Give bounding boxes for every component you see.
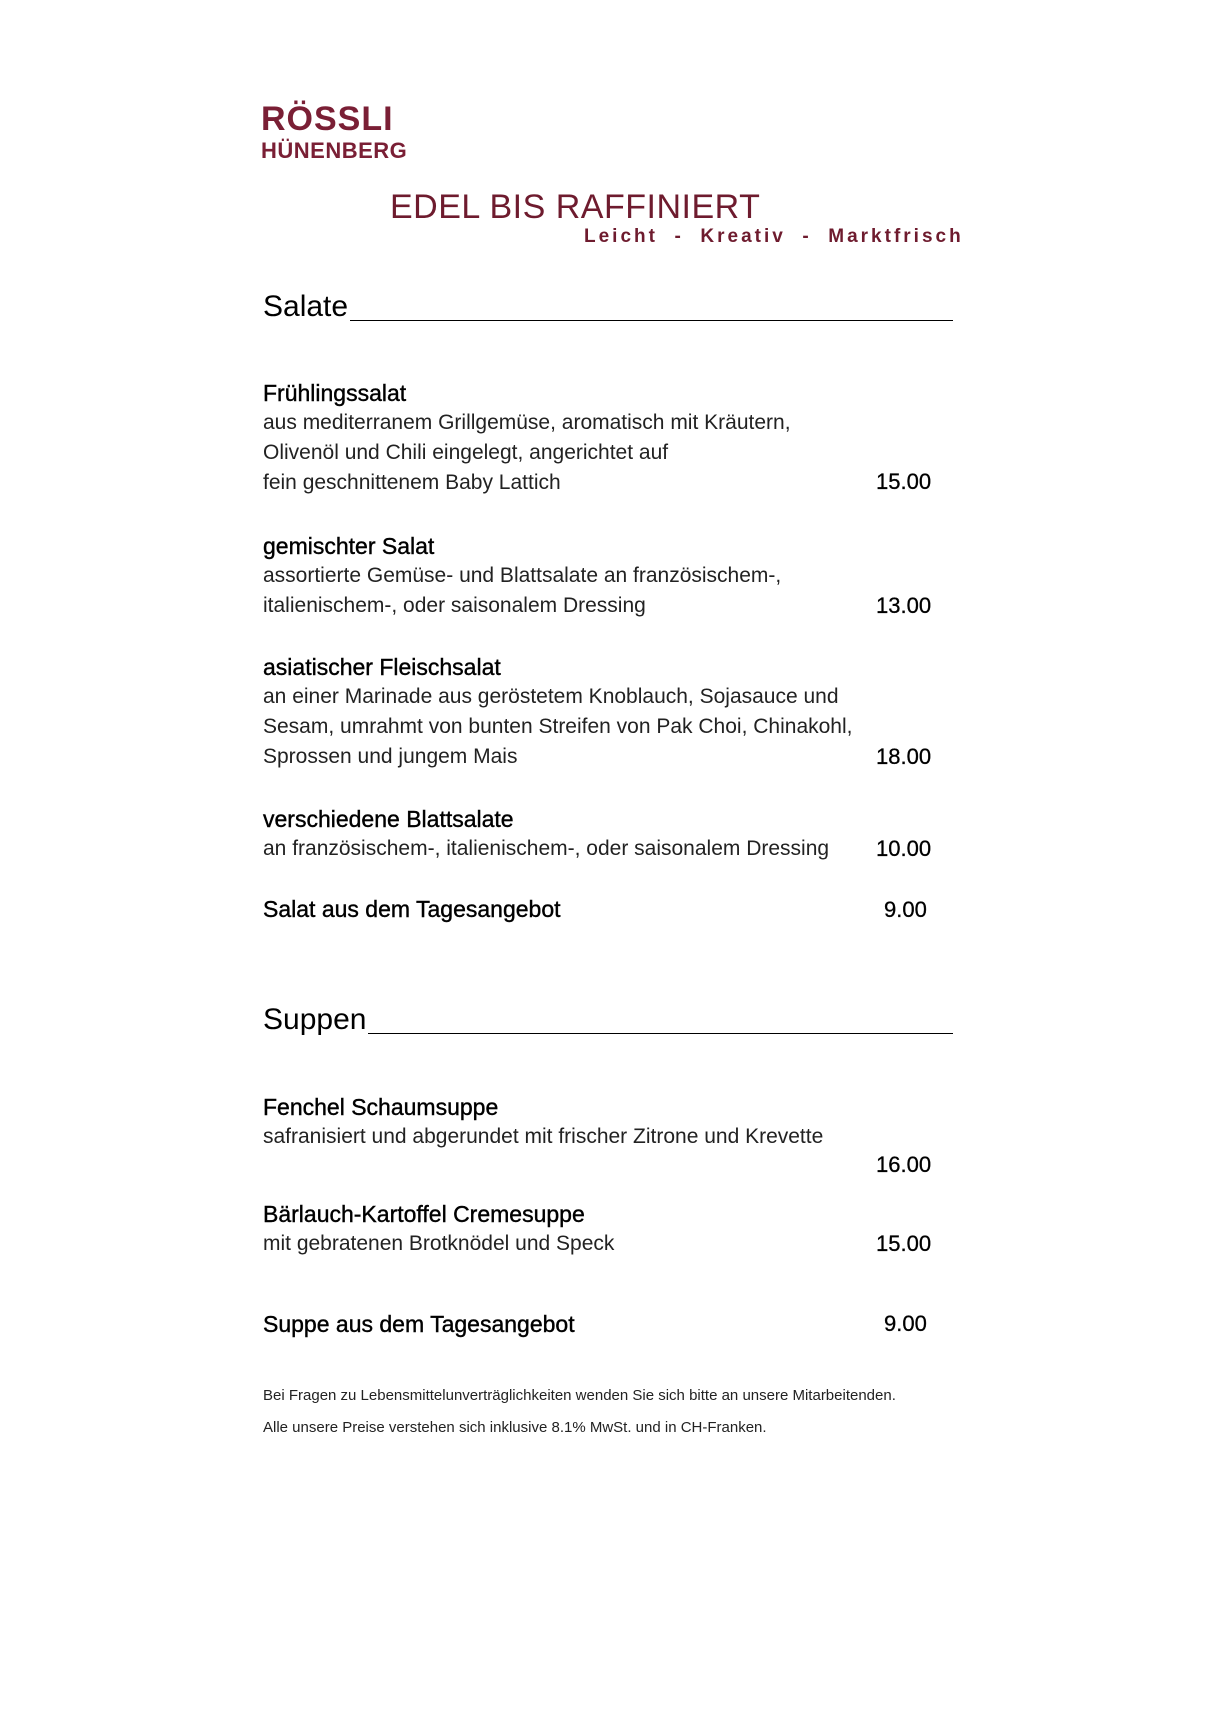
price-note: Alle unsere Preise verstehen sich inklusive 8.1% MwSt. und in CH-Franken. [263, 1419, 767, 1436]
item-description: aus mediterranem Grillgemüse, aromatisch mit Kräutern, [263, 411, 791, 434]
item-description: italienischem-, oder saisonalem Dressing [263, 594, 646, 617]
menu-item [263, 378, 943, 498]
section-rule [368, 1033, 953, 1034]
menu-item [263, 1092, 943, 1152]
menu-item [263, 804, 943, 864]
menu-item [263, 652, 943, 772]
item-price: 15.00 [876, 1231, 932, 1256]
menu-item [263, 531, 943, 621]
item-name: Bärlauch-Kartoffel Cremesuppe [263, 1201, 585, 1227]
item-price: 13.00 [876, 593, 932, 618]
restaurant-logo [261, 102, 407, 162]
item-name: gemischter Salat [263, 533, 435, 559]
item-price: 10.00 [876, 836, 932, 861]
item-description: an einer Marinade aus geröstetem Knoblauch, Sojasauce und [263, 685, 839, 708]
item-price: 9.00 [884, 1311, 927, 1336]
item-price: 15.00 [876, 469, 932, 494]
section-title: Suppen [263, 1003, 367, 1036]
item-description: assortierte Gemüse- und Blattsalate an französischem-, [263, 564, 782, 587]
allergy-note: Bei Fragen zu Lebensmittelunverträglichkeiten wenden Sie sich bitte an unsere Mitarbeitenden. [263, 1387, 896, 1404]
item-description: safranisiert und abgerundet mit frischer Zitrone und Krevette [263, 1125, 824, 1148]
item-description: Olivenöl und Chili eingelegt, angerichtet auf [263, 441, 669, 464]
item-name: Salat aus dem Tagesangebot [263, 896, 561, 922]
item-description: Sesam, umrahmt von bunten Streifen von Pak Choi, Chinakohl, [263, 715, 853, 738]
item-description: mit gebratenen Brotknödel und Speck [263, 1232, 615, 1255]
tagline-title: EDEL BIS RAFFINIERT [390, 188, 761, 226]
item-description: an französischem-, italienischem-, oder saisonalem Dressing [263, 837, 830, 860]
item-price: 16.00 [876, 1152, 932, 1177]
logo-line-1: RÖSSLI [261, 100, 394, 138]
logo-line-2: HÜNENBERG [261, 138, 408, 163]
item-name: Fenchel Schaumsuppe [263, 1094, 499, 1120]
item-name: Frühlingssalat [263, 380, 407, 406]
item-name: Suppe aus dem Tagesangebot [263, 1311, 575, 1337]
section-title: Salate [263, 290, 349, 323]
item-description: fein geschnittenem Baby Lattich [263, 471, 561, 494]
item-price: 9.00 [884, 897, 927, 922]
menu-item [263, 1309, 943, 1339]
menu-item [263, 1199, 943, 1259]
section-heading-salate [263, 292, 953, 322]
item-name: asiatischer Fleischsalat [263, 654, 501, 680]
menu-item [263, 894, 943, 924]
section-rule [350, 320, 953, 321]
tagline-subtitle: Leicht - Kreativ - Marktfrisch [584, 226, 964, 247]
section-heading-suppen [263, 1005, 953, 1035]
item-price: 18.00 [876, 744, 932, 769]
item-name: verschiedene Blattsalate [263, 806, 514, 832]
item-description: Sprossen und jungem Mais [263, 745, 518, 768]
